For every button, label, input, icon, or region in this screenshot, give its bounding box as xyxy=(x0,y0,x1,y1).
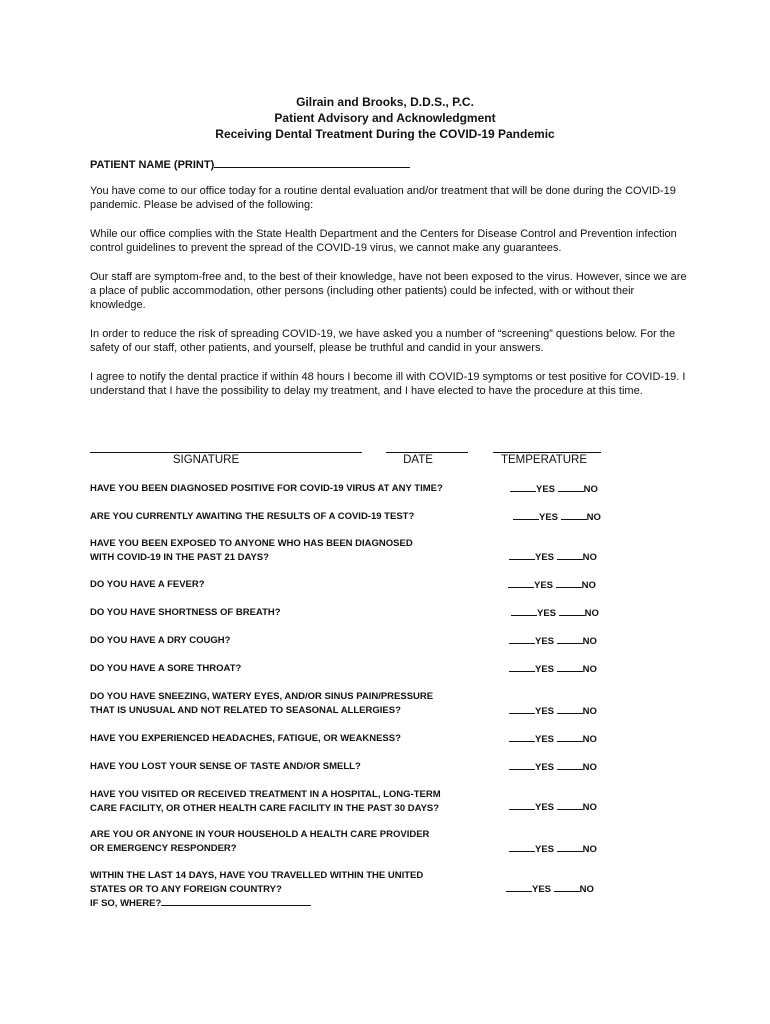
temperature-field[interactable] xyxy=(493,452,601,453)
signature-label: SIGNATURE xyxy=(172,454,240,466)
question-2 xyxy=(90,510,510,524)
patient-name-field[interactable] xyxy=(214,157,410,168)
question-12 xyxy=(90,828,510,855)
yes-blank[interactable] xyxy=(506,882,532,892)
yes-no-answer xyxy=(506,882,594,895)
temperature-label: TEMPERATURE xyxy=(500,454,588,466)
question-text-line: DO YOU HAVE A SORE THROAT? xyxy=(90,663,242,674)
yes-blank[interactable] xyxy=(508,578,534,588)
no-label: NO xyxy=(582,734,597,745)
question-text-line: OR EMERGENCY RESPONDER? xyxy=(90,842,237,854)
yes-blank[interactable] xyxy=(509,704,535,714)
no-blank[interactable] xyxy=(557,760,583,770)
question-5 xyxy=(90,606,510,620)
yes-no-answer xyxy=(513,510,601,523)
question-text-line: ARE YOU OR ANYONE IN YOUR HOUSEHOLD A HEALTH CARE PROVIDER xyxy=(90,829,430,840)
yes-label: YES xyxy=(535,802,555,813)
question-13 xyxy=(90,869,510,911)
yes-blank[interactable] xyxy=(510,482,536,492)
no-label: NO xyxy=(586,512,601,523)
question-10 xyxy=(90,760,510,774)
yes-no-answer xyxy=(509,800,597,813)
no-label: NO xyxy=(579,884,594,895)
yes-no-answer xyxy=(511,606,599,619)
no-label: NO xyxy=(582,636,597,647)
patient-name-label: PATIENT NAME (PRINT) xyxy=(90,159,215,171)
yes-label: YES xyxy=(536,484,556,495)
yes-blank[interactable] xyxy=(509,842,535,852)
paragraph-screening: In order to reduce the risk of spreading COVID-19, we have asked you a number of “screening” questions below. For the safety of our staff, other patients, and yourself, please be truthful and candid in your answers. xyxy=(90,328,676,354)
no-blank[interactable] xyxy=(557,704,583,714)
paragraph-staff: Our staff are symptom-free and, to the best of their knowledge, have not been exposed to the virus. However, since we are a place of public accommodation, other persons (including other patients) could be infected, with or without their knowledge. xyxy=(90,271,687,311)
form-title: Patient Advisory and Acknowledgment xyxy=(274,111,496,125)
question-text-line: ARE YOU CURRENTLY AWAITING THE RESULTS OF A COVID-19 TEST? xyxy=(90,511,415,522)
form-header xyxy=(0,94,770,142)
yes-blank[interactable] xyxy=(509,760,535,770)
yes-label: YES xyxy=(535,734,555,745)
yes-label: YES xyxy=(535,552,555,563)
no-blank[interactable] xyxy=(557,662,583,672)
yes-label: YES xyxy=(532,884,552,895)
signature-field[interactable] xyxy=(90,452,362,453)
paragraph-compliance: While our office complies with the State Health Department and the Centers for Disease Control and Prevention infection control guidelines to prevent the spread of the COVID-19 virus, we cannot make any guarantees. xyxy=(90,228,677,254)
yes-blank[interactable] xyxy=(509,662,535,672)
yes-no-answer xyxy=(508,578,596,591)
yes-label: YES xyxy=(535,636,555,647)
practice-name: Gilrain and Brooks, D.D.S., P.C. xyxy=(296,95,474,109)
yes-blank[interactable] xyxy=(509,634,535,644)
no-blank[interactable] xyxy=(557,800,583,810)
question-6 xyxy=(90,634,510,648)
date-field[interactable] xyxy=(386,452,468,453)
question-9 xyxy=(90,732,510,746)
travel-where-field[interactable] xyxy=(161,896,311,906)
question-text-line: DO YOU HAVE A DRY COUGH? xyxy=(90,635,231,646)
no-blank[interactable] xyxy=(554,882,580,892)
question-text-line: STATES OR TO ANY FOREIGN COUNTRY? xyxy=(90,883,282,895)
yes-blank[interactable] xyxy=(509,550,535,560)
yes-blank[interactable] xyxy=(513,510,539,520)
question-text-line: HAVE YOU VISITED OR RECEIVED TREATMENT IN A HOSPITAL, LONG-TERM xyxy=(90,789,441,800)
question-text-line: DO YOU HAVE A FEVER? xyxy=(90,579,205,590)
question-text-line: HAVE YOU BEEN EXPOSED TO ANYONE WHO HAS BEEN DIAGNOSED xyxy=(90,538,413,549)
question-text-line: HAVE YOU EXPERIENCED HEADACHES, FATIGUE, OR WEAKNESS? xyxy=(90,733,401,744)
no-label: NO xyxy=(582,552,597,563)
yes-no-answer xyxy=(509,732,597,745)
question-text-line: HAVE YOU BEEN DIAGNOSED POSITIVE FOR COVID-19 VIRUS AT ANY TIME? xyxy=(90,483,443,494)
question-text-line: HAVE YOU LOST YOUR SENSE OF TASTE AND/OR SMELL? xyxy=(90,761,361,772)
question-1 xyxy=(90,482,510,496)
question-7 xyxy=(90,662,510,676)
question-text-line: THAT IS UNUSUAL AND NOT RELATED TO SEASONAL ALLERGIES? xyxy=(90,704,401,716)
question-text-line: CARE FACILITY, OR OTHER HEALTH CARE FACILITY IN THE PAST 30 DAYS? xyxy=(90,802,440,814)
question-8 xyxy=(90,690,510,717)
question-11 xyxy=(90,788,510,815)
yes-no-answer xyxy=(510,482,598,495)
question-text-line: DO YOU HAVE SNEEZING, WATERY EYES, AND/OR SINUS PAIN/PRESSURE xyxy=(90,691,434,702)
yes-no-answer xyxy=(509,704,597,717)
no-blank[interactable] xyxy=(557,732,583,742)
no-blank[interactable] xyxy=(559,606,585,616)
question-text-line: WITH COVID-19 IN THE PAST 21 DAYS? xyxy=(90,551,269,563)
yes-label: YES xyxy=(535,844,555,855)
no-label: NO xyxy=(582,706,597,717)
yes-label: YES xyxy=(537,608,557,619)
no-label: NO xyxy=(582,802,597,813)
patient-name-row xyxy=(90,157,410,171)
no-blank[interactable] xyxy=(558,482,584,492)
yes-blank[interactable] xyxy=(509,800,535,810)
no-blank[interactable] xyxy=(556,578,582,588)
yes-blank[interactable] xyxy=(511,606,537,616)
question-text-line: DO YOU HAVE SHORTNESS OF BREATH? xyxy=(90,607,281,618)
yes-label: YES xyxy=(539,512,559,523)
yes-no-answer xyxy=(509,760,597,773)
yes-no-answer xyxy=(509,842,597,855)
question-3 xyxy=(90,537,510,564)
no-blank[interactable] xyxy=(557,634,583,644)
date-label: DATE xyxy=(403,454,433,466)
no-label: NO xyxy=(582,762,597,773)
yes-no-answer xyxy=(509,634,597,647)
yes-no-answer xyxy=(509,550,597,563)
yes-label: YES xyxy=(535,762,555,773)
no-label: NO xyxy=(582,844,597,855)
no-blank[interactable] xyxy=(557,550,583,560)
no-label: NO xyxy=(582,664,597,675)
form-subtitle: Receiving Dental Treatment During the COVID-19 Pandemic xyxy=(215,127,555,141)
yes-label: YES xyxy=(534,580,554,591)
yes-blank[interactable] xyxy=(509,732,535,742)
yes-no-answer xyxy=(509,662,597,675)
no-label: NO xyxy=(584,608,599,619)
no-label: NO xyxy=(583,484,598,495)
paragraph-intro: You have come to our office today for a routine dental evaluation and/or treatment that will be done during the COVID-19 pandemic. Please be advised of the following: xyxy=(90,185,676,211)
yes-label: YES xyxy=(535,664,555,675)
yes-label: YES xyxy=(535,706,555,717)
question-text-line: IF SO, WHERE? xyxy=(90,896,510,911)
question-text-line: WITHIN THE LAST 14 DAYS, HAVE YOU TRAVELLED WITHIN THE UNITED xyxy=(90,870,424,881)
paragraph-agreement: I agree to notify the dental practice if within 48 hours I become ill with COVID-19 symptoms or test positive for COVID-19. I understand that I have the possibility to delay my treatment, and I have elected to have the procedure at this time. xyxy=(90,371,686,397)
no-label: NO xyxy=(581,580,596,591)
no-blank[interactable] xyxy=(561,510,587,520)
question-4 xyxy=(90,578,510,592)
no-blank[interactable] xyxy=(557,842,583,852)
